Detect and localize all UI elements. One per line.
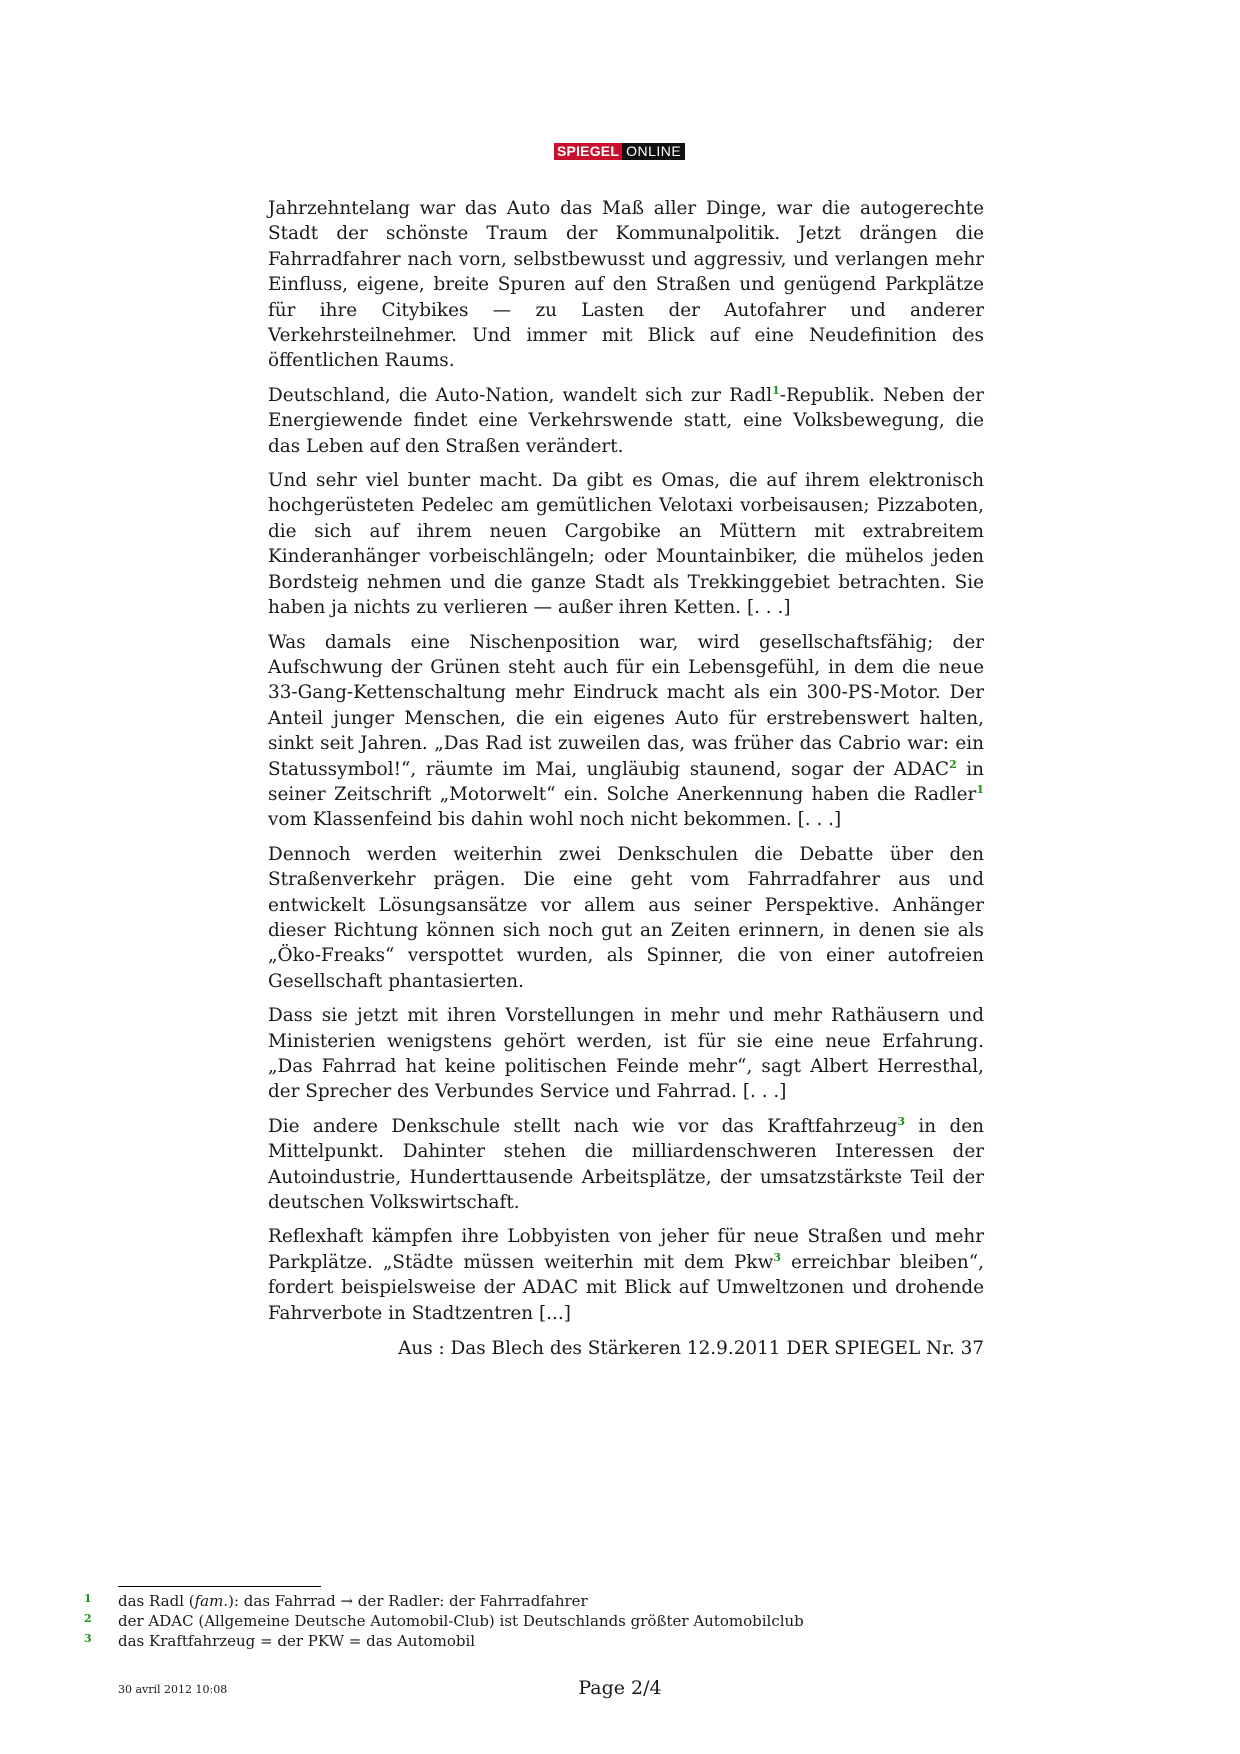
paragraph-4 — [268, 630, 984, 833]
paragraph-4-text-b: in seiner Zeitschrift „Motorwelt“ ein. Solche Anerkennung haben die Radler — [268, 758, 984, 805]
paragraph-4-text-a: Was damals eine Nischenposition war, wird gesellschaftsfähig; der Aufschwung der Grünen steht auch für ein Lebensgefühl, in dem die neue 33-Gang-Kettenschaltung mehr Eindruck macht als ein 300-PS-Motor. Der Anteil junger Menschen, die ein eigenes Auto für erstrebenswert halten, sinkt seit Jahren. „Das Rad ist zuweilen das, was früher das Cabrio war: ein Statussymbol!“, räumte im Mai, ungläubig staunend, sogar der ADAC — [268, 631, 984, 780]
footnote-number: 1 — [84, 1592, 92, 1605]
paragraph-8-text-b: erreichbar bleiben“, fordert beispielsweise der ADAC mit Blick auf Umweltzonen und drohende Fahrverbote in Stadtzentren [...] — [268, 1251, 984, 1324]
footnote-1 — [84, 1591, 944, 1611]
footnote-text-emphasis: fam. — [194, 1592, 229, 1610]
paragraph-3: Und sehr viel bunter macht. Da gibt es Omas, die auf ihrem elektronisch hochgerüsteten Pedelec am gemütlichen Velotaxi vorbeisausen; Pizzaboten, die sich auf ihrem neuen Cargobike an Müttern mit extrabreitem Kinderanhänger vorbeischlängeln; oder Mountainbiker, die mühelos jeden Bordsteig nehmen und die ganze Stadt als Trekkinggebiet betrachten. Sie haben ja nichts zu verlieren — außer ihren Ketten. [. . .] — [268, 470, 984, 619]
paragraph-7-text-a: Die andere Denkschule stellt nach wie vor das Kraftfahrzeug — [268, 1115, 898, 1137]
footnote-number: 2 — [84, 1612, 92, 1625]
footnote-3 — [84, 1631, 944, 1651]
paragraph-2 — [268, 383, 984, 459]
paragraph-5: Dennoch werden weiterhin zwei Denkschulen die Debatte über den Straßenverkehr prägen. Die eine geht vom Fahrradfahrer aus und entwickelt Lösungsansätze vor allem aus seiner Perspektive. Anhänger dieser Richtung können sich noch gut an Zeiten erinnern, in denen sie als „Öko-Freaks“ verspottet wurden, als Spinner, die von einer autofreien Gesellschaft phantasierten. — [268, 843, 984, 992]
paragraph-1: Jahrzehntelang war das Auto das Maß aller Dinge, war die autogerechte Stadt der schönste Traum der Kommunalpolitik. Jetzt drängen die Fahrradfahrer nach vorn, selbstbewusst und aggressiv, und verlangen mehr Einfluss, eigene, breite Spuren auf den Straßen und genügend Parkplätze für ihre Citybikes — zu Lasten der Autofahrer und anderer Verkehrsteilnehmer. Und immer mit Blick auf eine Neudefinition des öffentlichen Raums. — [268, 198, 984, 372]
logo-spiegel: SPIEGEL — [554, 143, 622, 160]
footnote-text — [118, 1591, 944, 1611]
footnotes — [84, 1591, 944, 1651]
paragraph-2-text-a: Deutschland, die Auto-Nation, wandelt sich zur Radl — [268, 384, 773, 406]
paragraph-8 — [268, 1224, 984, 1326]
print-date: 30 avril 2012 10:08 — [118, 1683, 228, 1696]
footnote-text-b: ): das Fahrrad → der Radler: der Fahrradfahrer — [228, 1592, 588, 1610]
paragraph-6: Dass sie jetzt mit ihren Vorstellungen in mehr und mehr Rathäusern und Ministerien wenigstens gehört werden, ist für sie eine neue Erfahrung. „Das Fahrrad hat keine politischen Feinde mehr“, sagt Albert Herresthal, der Sprecher des Verbundes Service und Fahrrad. [. . .] — [268, 1005, 984, 1103]
paragraph-2-text-b: -Republik. Neben der Energiewende findet eine Verkehrswende statt, eine Volksbewegung, die das Leben auf den Straßen verändert. — [268, 384, 985, 457]
footnote-text: das Kraftfahrzeug = der PKW = das Automobil — [118, 1632, 476, 1650]
footnote-ref[interactable]: 3 — [897, 1114, 906, 1128]
footnote-ref[interactable]: 1 — [772, 383, 780, 397]
footnote-text-a: das Radl ( — [118, 1592, 195, 1610]
paragraph-7-text-b: in den Mittelpunkt. Dahinter stehen die milliardenschweren Interessen der Autoindustrie, Hunderttausende Arbeitsplätze, der umsatzstärkste Teil der deutschen Volkswirtschaft. — [268, 1115, 984, 1214]
footnote-2 — [84, 1611, 944, 1631]
paragraph-7 — [268, 1114, 984, 1216]
footnote-ref[interactable]: 2 — [949, 757, 957, 771]
paragraph-4-text-c: vom Klassenfeind bis dahin wohl noch nicht bekommen. [. . .] — [268, 809, 842, 831]
page-number: Page 2/4 — [578, 1677, 662, 1699]
article-body — [268, 196, 984, 1361]
footnote-text: der ADAC (Allgemeine Deutsche Automobil-Club) ist Deutschlands größter Automobilclub — [118, 1612, 804, 1630]
footnote-number: 3 — [84, 1632, 92, 1645]
footnote-ref[interactable]: 3 — [773, 1250, 781, 1264]
paragraph-8-text-a: Reflexhaft kämpfen ihre Lobbyisten von jeher für neue Straßen und mehr Parkplätze. „Städte müssen weiterhin mit dem Pkw — [268, 1226, 984, 1273]
source-citation: Aus : Das Blech des Stärkeren 12.9.2011 DER SPIEGEL Nr. 37 — [398, 1338, 984, 1360]
footnote-divider — [118, 1586, 321, 1587]
footnote-ref[interactable]: 1 — [976, 782, 984, 796]
logo-online: ONLINE — [622, 143, 685, 160]
spiegel-online-logo — [554, 143, 685, 160]
